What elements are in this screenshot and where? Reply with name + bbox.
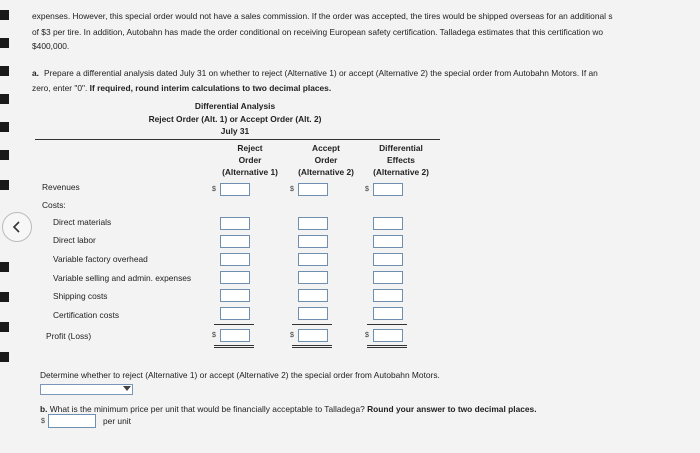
currency-symbol: $ (290, 332, 294, 339)
revenues-diff-input[interactable] (373, 183, 403, 196)
chevron-left-icon (10, 220, 24, 234)
col3-line2: Effects (387, 155, 415, 165)
part-b-question (40, 404, 537, 415)
col2-line2: Order (314, 155, 338, 165)
row-label-costs: Costs: (42, 200, 66, 210)
intro-line-2: of $3 per tire. In addition, Autobahn has made the order conditional on receiving European safety certification. Talladega estimates that this certification wo (32, 27, 604, 37)
col1-line3: (Alternative 1) (222, 167, 278, 177)
profit-alt1-input[interactable] (220, 329, 250, 342)
scroll-marker (0, 180, 9, 190)
certification-diff-input[interactable] (373, 307, 403, 320)
col2-line1: Accept (312, 143, 340, 153)
min-price-input[interactable] (48, 414, 96, 428)
table-subtitle: Reject Order (Alt. 1) or Accept Order (Alt. 2) (148, 114, 322, 124)
shipping-diff-input[interactable] (373, 289, 403, 302)
currency-symbol: $ (365, 186, 369, 193)
certification-alt2-input[interactable] (298, 307, 328, 320)
col3-line3: (Alternative 2) (373, 167, 429, 177)
direct-materials-diff-input[interactable] (373, 217, 403, 230)
decision-select[interactable] (40, 384, 133, 395)
scroll-marker (0, 262, 9, 272)
direct-labor-diff-input[interactable] (373, 235, 403, 248)
chevron-down-icon (123, 386, 131, 391)
certification-alt1-input[interactable] (220, 307, 250, 320)
shipping-alt1-input[interactable] (220, 289, 250, 302)
shipping-alt2-input[interactable] (298, 289, 328, 302)
col3-line1: Differential (379, 143, 423, 153)
subtotal-rule (214, 324, 254, 325)
row-label-certification: Certification costs (53, 310, 120, 320)
scroll-marker (0, 10, 9, 20)
currency-symbol: $ (41, 418, 45, 425)
per-unit-label: per unit (103, 416, 131, 426)
scroll-marker (0, 122, 9, 132)
scroll-marker (0, 38, 9, 48)
direct-labor-alt2-input[interactable] (298, 235, 328, 248)
variable-overhead-alt2-input[interactable] (298, 253, 328, 266)
total-double-rule (292, 345, 332, 348)
col2-line3: (Alternative 2) (298, 167, 354, 177)
zero-note-text: zero, enter "0". (32, 83, 88, 93)
row-label-revenues: Revenues (42, 182, 80, 192)
variable-selling-alt1-input[interactable] (220, 271, 250, 284)
scroll-marker (0, 292, 9, 302)
intro-line-3: $400,000. (32, 41, 70, 51)
part-b-rounding-note: Round your answer to two decimal places. (367, 404, 537, 414)
scroll-marker (0, 322, 9, 332)
row-label-profit: Profit (Loss) (46, 331, 92, 341)
part-a-zero-note (32, 83, 331, 94)
profit-alt2-input[interactable] (298, 329, 328, 342)
part-b-text: What is the minimum price per unit that would be financially acceptable to Talladega? (49, 404, 365, 414)
scroll-marker (0, 66, 9, 76)
part-b-label: b. (40, 404, 48, 414)
part-a-label: a. (32, 68, 39, 78)
table-date: July 31 (220, 126, 250, 136)
direct-labor-alt1-input[interactable] (220, 235, 250, 248)
total-double-rule (367, 345, 407, 348)
row-label-variable-selling: Variable selling and admin. expenses (53, 273, 192, 283)
variable-selling-alt2-input[interactable] (298, 271, 328, 284)
row-label-variable-overhead: Variable factory overhead (53, 254, 148, 264)
previous-button[interactable] (2, 212, 32, 242)
scroll-marker (0, 150, 9, 160)
currency-symbol: $ (365, 332, 369, 339)
total-double-rule (214, 345, 254, 348)
currency-symbol: $ (212, 186, 216, 193)
currency-symbol: $ (212, 332, 216, 339)
direct-materials-alt2-input[interactable] (298, 217, 328, 230)
revenues-alt2-input[interactable] (298, 183, 328, 196)
determine-question: Determine whether to reject (Alternative 1) or accept (Alternative 2) the special order from Autobahn Motors. (40, 370, 440, 380)
col1-line1: Reject (237, 143, 263, 153)
row-label-direct-materials: Direct materials (53, 217, 112, 227)
currency-symbol: $ (290, 186, 294, 193)
profit-diff-input[interactable] (373, 329, 403, 342)
variable-overhead-alt1-input[interactable] (220, 253, 250, 266)
variable-selling-diff-input[interactable] (373, 271, 403, 284)
table-title: Differential Analysis (194, 101, 276, 111)
scroll-marker (0, 94, 9, 104)
direct-materials-alt1-input[interactable] (220, 217, 250, 230)
row-label-direct-labor: Direct labor (53, 235, 96, 245)
intro-line-1: expenses. However, this special order would not have a sales commission. If the order was accepted, the tires would be shipped overseas for an additional s (32, 11, 613, 21)
col1-line2: Order (238, 155, 262, 165)
rounding-note: If required, round interim calculations to two decimal places. (89, 83, 332, 93)
part-a-text: Prepare a differential analysis dated July 31 on whether to reject (Alternative 1) or accept (Alternative 2) the special order from Autobahn Motors. If an (44, 68, 598, 78)
scroll-marker (0, 352, 9, 362)
revenues-alt1-input[interactable] (220, 183, 250, 196)
subtotal-rule (367, 324, 407, 325)
subtotal-rule (292, 324, 332, 325)
header-rule (35, 139, 440, 140)
row-label-shipping: Shipping costs (53, 291, 108, 301)
variable-overhead-diff-input[interactable] (373, 253, 403, 266)
